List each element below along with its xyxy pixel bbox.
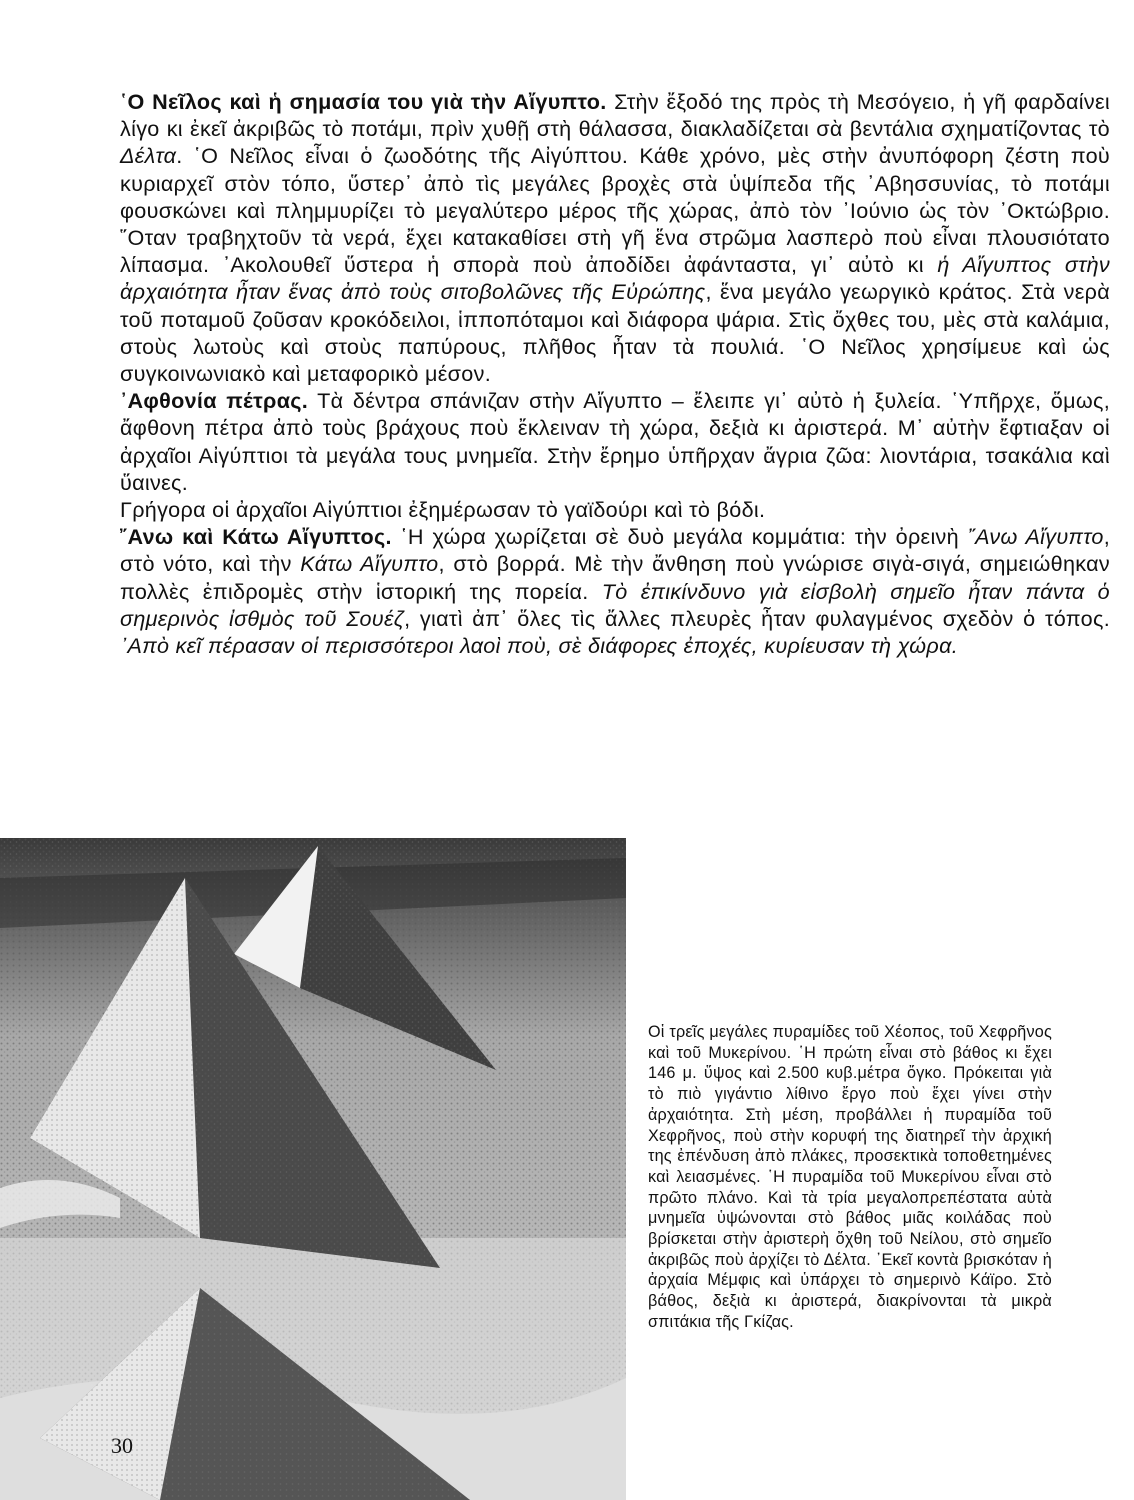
text-span: ῾Η χώρα χωρίζεται σὲ δυὸ μεγάλα κομμάτια: τὴν ὀρεινὴ (391, 524, 968, 550)
italic-span: ἡ Αἴγυπτος στὴν ἀρχαιότητα ἦταν ἕνας ἀπὸ τοὺς σιτοβολῶνες τῆς Εὐρώπης (120, 252, 1110, 305)
text-span: , στὸ βορρά. Μὲ τὴν ἄνθηση ποὺ γνώρισε σιγὰ-σιγά, σημειώθηκαν πολλὲς ἐπιδρομὲς στὴν ἱστορική της πορεία. (120, 551, 1110, 604)
italic-span: Κάτω Αἴγυπτο (300, 551, 439, 577)
photo-caption: Οἱ τρεῖς μεγάλες πυραμίδες τοῦ Χέοπος, τοῦ Χεφρῆνος καὶ τοῦ Μυκερίνου. ῾Η πρώτη εἶναι στὸ βάθος κι ἔχει 146 μ. ὕψος καὶ 2.500 κυβ.μέτρα ὄγκο. Πρόκειται γιὰ τὸ πιὸ γιγάντιο λίθινο ἔργο ποὺ ἔχει γίνει στὴν ἀρχαιότητα. Στὴ μέση, προβάλλει ἡ πυραμίδα τοῦ Χεφρῆνος, ποὺ στὴν κορυφή της διατηρεῖ τὴν ἀρχική της ἐπένδυση ἀπὸ πλάκες, προσεκτικὰ τοποθετημένες καὶ λειασμένες. ῾Η πυραμίδα τοῦ Μυκερίνου εἶναι στὸ πρῶτο πλάνο. Καὶ τὰ τρία μεγαλοπρεπέστατα αὐτὰ μνημεῖα ὑψώνονται στὸ βάθος μιᾶς κοιλάδας ποὺ βρίσκεται στὴν ἀριστερὴ ὄχθη τοῦ Νείλου, στὸ σημεῖο ἀκριβῶς ποὺ ἀρχίζει τὸ Δέλτα. ᾿Εκεῖ κοντὰ βρισκόταν ἡ ἀρχαία Μέμφις καὶ ὑπάρχει τὸ σημερινὸ Κάϊρο. Στὸ βάθος, δεξιὰ κι ἀριστερά, διακρίνονται τὰ μικρὰ σπιτάκια τῆς Γκίζας. (648, 1023, 1052, 1331)
heading-nile: ῾Ο Νεῖλος καὶ ἡ σημασία του γιὰ τὴν Αἴγυπτο. (120, 89, 607, 114)
text-span: . ῾Ο Νεῖλος εἶναι ὁ ζωοδότης τῆς Αἰγύπτου. Κάθε χρόνο, μὲς στὴν ἀνυπόφορη ζέστη ποὺ κυριαρχεῖ στὸν τόπο, ὕστερ᾿ ἀπὸ τὶς μεγάλες βροχὲς στὰ ὑψίπεδα τῆς ᾿Αβησσυνίας, τὸ ποτάμι φουσκώνει καὶ πλημμυρίζει τὸ μεγαλύτερο μέρος τῆς χώρας, ἀπὸ τὸν ᾿Ιούνιο ὡς τὸν ᾿Οκτώβριο. ῞Οταν τραβηχτοῦν τὰ νερά, ἔχει κατακαθίσει στὴ γῆ ἕνα στρῶμα λασπερὸ ποὺ εἶναι πλουσιότατο λίπασμα. ᾿Ακολουθεῖ ὕστερα ἡ σπορὰ ποὺ ἀποδίδει ἀφάνταστα, γι᾿ αὐτὸ κι (120, 143, 1110, 278)
heading-upper-lower: ῎Ανω καὶ Κάτω Αἴγυπτος. (120, 524, 392, 550)
italic-span: Τὸ ἐπικίνδυνο γιὰ εἰσβολὴ σημεῖο ἦταν πάντα ὁ σημερινὸς ἰσθμὸς τοῦ Σουέζ (120, 578, 1110, 631)
paragraph-donkey: Γρήγορα οἱ ἀρχαῖοι Αἰγύπτιοι ἐξημέρωσαν τὸ γαϊδούρι καὶ τὸ βόδι. (120, 497, 766, 523)
italic-span: ᾿Απὸ κεῖ πέρασαν οἱ περισσότεροι λαοὶ ποὺ, σὲ διάφορες ἐποχές, κυρίευσαν τὴ χώρα. (120, 633, 958, 659)
paragraph-nile (120, 88, 1110, 387)
text-span: , γιατὶ ἀπ᾿ ὅλες τὶς ἄλλες πλευρὲς ἦταν φυλαγμένος σχεδὸν ὁ τόπος. (404, 605, 1110, 631)
text-span: , ἕνα μεγάλο γεωργικὸ κράτος. Στὰ νερὰ τοῦ ποταμοῦ ζοῦσαν κροκόδειλοι, ἱπποπόταμοι καὶ διάφορα ψάρια. Στὶς ὄχθες του, μὲς στὰ καλάμια, στοὺς λωτοὺς καὶ στοὺς παπύρους, πλῆθος ἦταν τὰ πουλιά. ῾Ο Νεῖλος χρησίμευε καὶ ὡς συγκοινωνιακὸ καὶ μεταφορικὸ μέσον. (120, 279, 1110, 387)
heading-stone: ᾿Αφθονία πέτρας. (120, 388, 309, 414)
pyramids-photo (0, 838, 626, 1500)
text-span: , στὸ νότο, καὶ τὴν (120, 524, 1110, 577)
paragraph-upper-lower (120, 523, 1110, 659)
text-span: Τὰ δέντρα σπάνιζαν στὴν Αἴγυπτο – ἔλειπε γι᾿ αὐτὸ ἡ ξυλεία. ῾Υπῆρχε, ὅμως, ἄφθονη πέτρα ἀπὸ τοὺς βράχους ποὺ ἔκλειναν τὴ χώρα, δεξιὰ κι ἀριστερά. Μ᾿ αὐτὴν ἔφτιαξαν οἱ ἀρχαῖοι Αἰγύπτιοι τὰ μεγάλα τους μνημεῖα. Στὴν ἔρημο ὑπῆρχαν ἄγρια ζῶα: λιοντάρια, τσακάλια καὶ ὕαινες. (120, 388, 1111, 495)
article-text (120, 88, 1110, 659)
italic-span: Δέλτα (120, 143, 177, 169)
paragraph-stone (120, 387, 1110, 496)
page-number: 30 (111, 1433, 133, 1458)
italic-span: ῎Ανω Αἴγυπτο (967, 524, 1104, 550)
text-span: Στὴν ἔξοδό της πρὸς τὴ Μεσόγειο, ἡ γῆ φαρδαίνει λίγο κι ἐκεῖ ἀκριβῶς τὸ ποτάμι, πρὶν χυθῇ στὴ θάλασσα, διακλαδίζεται σὰ βεντάλια σχηματίζοντας τὸ (120, 89, 1111, 142)
